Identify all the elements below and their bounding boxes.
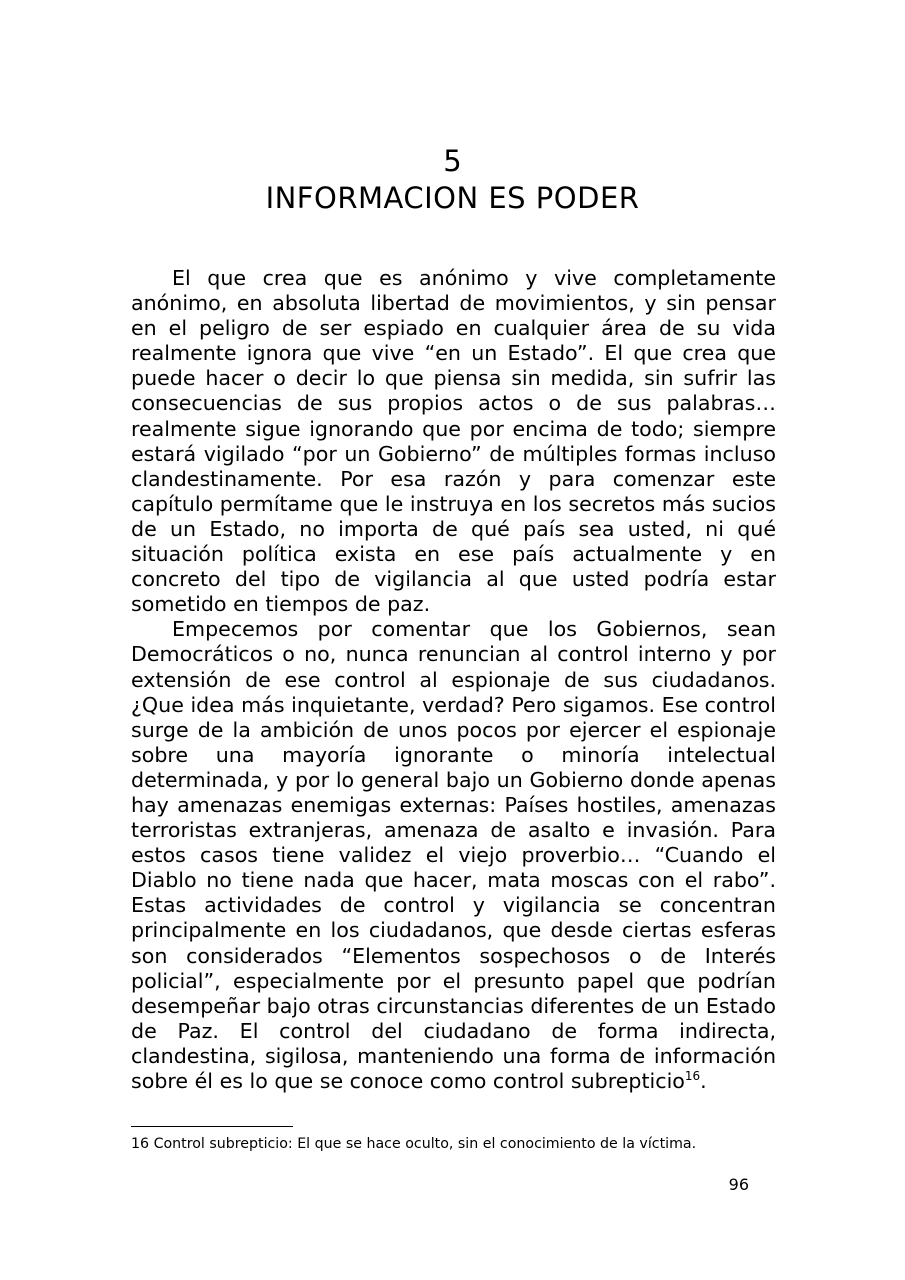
page-number: 96 (728, 1175, 749, 1194)
footnote-reference: 16 (684, 1069, 701, 1084)
body-text (131, 266, 776, 1094)
paragraph-2-text: Empecemos por comentar que los Gobiernos, sean Democráticos o no, nunca renuncian al control interno y por extensión de ese control al espionaje de sus ciudadanos. ¿Que idea más inquietante, verdad? Pero sigamos. Ese control surge de la ambición de unos pocos por ejercer el espionaje sobre una mayoría ignorante o minoría intelectual determinada, y por lo general bajo un Gobierno donde apenas hay amenazas enemigas externas: Países hostiles, amenazas terroristas extranjeras, amenaza de asalto e invasión. Para estos casos tiene validez el viejo proverbio… “Cuando el Diablo no tiene nada que hacer, mata moscas con el rabo”. Estas actividades de control y vigilancia se concentran principalmente en los ciudadanos, que desde ciertas esferas son considerados “Elementos sospechosos o de Interés policial”, especialmente por el presunto papel que podrían desempeñar bajo otras circunstancias diferentes de un Estado de Paz. El control del ciudadano de forma indirecta, clandestina, sigilosa, manteniendo una forma de información sobre él es lo que se conoce como control subrepticio (131, 617, 776, 1093)
paragraph-2-end: . (700, 1069, 707, 1093)
footnote: 16 Control subrepticio: El que se hace oculto, sin el conocimiento de la víctima. (131, 1136, 697, 1152)
paragraph-1: El que crea que es anónimo y vive completamente anónimo, en absoluta libertad de movimientos, y sin pensar en el peligro de ser espiado en cualquier área de su vida realmente ignora que vive “en un Estado”. El que crea que puede hacer o decir lo que piensa sin medida, sin sufrir las consecuencias de sus propios actos o de sus palabras… realmente sigue ignorando que por encima de todo; siempre estará vigilado “por un Gobierno” de múltiples formas incluso clandestinamente. Por esa razón y para comenzar este capítulo permítame que le instruya en los secretos más sucios de un Estado, no importa de qué país sea usted, ni qué situación política exista en ese país actualmente y en concreto del tipo de vigilancia al que usted podría estar sometido en tiempos de paz. (131, 266, 776, 617)
footnote-divider (131, 1126, 293, 1127)
chapter-title: INFORMACION ES PODER (265, 181, 640, 215)
paragraph-2 (131, 617, 776, 1094)
chapter-number: 5 (443, 144, 462, 178)
